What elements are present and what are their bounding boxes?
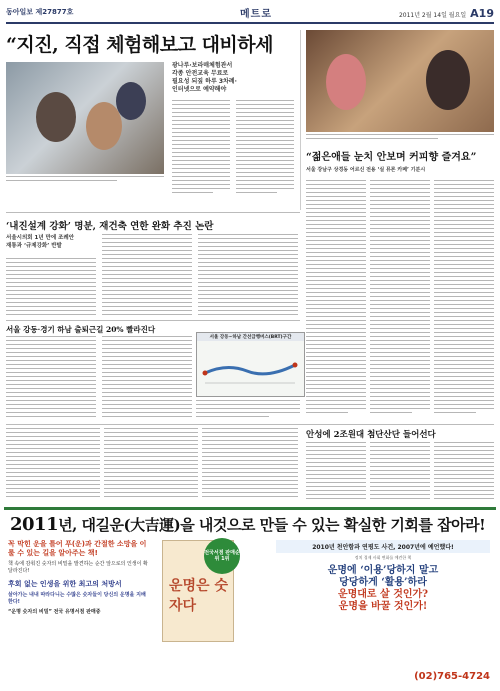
- article2b-body-1: [6, 336, 96, 422]
- main-headline: “지진, 직접 체험해보고 대비하세: [6, 34, 273, 56]
- briefs-column-1: [6, 428, 100, 502]
- article4-body-2: [370, 442, 430, 502]
- article3-body-2: [370, 180, 430, 418]
- article3-body-1: [306, 180, 366, 418]
- issue-date: 2011년 2월 14일 월요일 A19: [398, 7, 494, 20]
- section-title: 메트로: [240, 9, 272, 20]
- paper-name: 동아일보 제27877호: [6, 8, 74, 16]
- ad-left-headline: 꼭 막힌 운을 틀어 푸(운)과 간절한 소망을 이룰 수 있는 길을 알아주는 책!: [8, 540, 147, 557]
- article2-body-1: [6, 258, 96, 318]
- brt-route-map: [196, 332, 305, 397]
- article3-headline: “젊은애들 눈치 안보며 커피향 즐겨요”: [306, 152, 477, 163]
- article4-body-3: [434, 442, 494, 502]
- article2-headline: ‘내진설계 강화’ 명분, 재건축 연한 완화 추진 논란: [6, 221, 214, 232]
- article3-body-3: [434, 180, 494, 418]
- book-advertisement: [4, 507, 496, 690]
- masthead: [6, 4, 494, 24]
- photo-earthquake-experience: [6, 62, 164, 174]
- article4-body-1: [306, 442, 366, 502]
- briefs-column-3: [202, 428, 298, 502]
- article1-deck: 광나루·보라매체험관서 각종 안전교육 무료로 필요성 되짚 하루 3차례· 인터넷으로 예약해야: [172, 62, 237, 93]
- ad-phone-number: (02)765-4724: [414, 671, 490, 682]
- article3-deck: 서울 강남구 상경동 어르신 전용 ‘실 뮤론 카페’ 기분시: [306, 167, 426, 173]
- article2-subheadline: 서울 강동·경기 하남 출퇴근길 20% 빨라진다: [6, 325, 156, 334]
- ad-headline: 2011년, 대길운(大吉運)을 내것으로 만들 수 있는 확실한 기회를 잡아라!: [10, 514, 486, 535]
- article1-body-2: [236, 100, 294, 200]
- ad-right-note: 정치 경제 사회 변화를 예견한 책: [354, 555, 412, 560]
- map-title: 서울 강동~하남 간선급행버스(BRT)구간: [197, 333, 304, 341]
- article2-body-2: [102, 234, 192, 318]
- book-title: 운명은 숫자다: [169, 578, 228, 614]
- article2b-body-3: [196, 400, 300, 422]
- photo-cafe: [306, 30, 494, 132]
- ad-left-footer: “운명 숫자의 비밀” 전국 유명서점 판매중: [8, 609, 101, 615]
- page-number: A19: [470, 7, 494, 20]
- ad-left-panel: [8, 540, 148, 686]
- ad-right-tag: 2010년 천안함과 연평도 사건, 2007년에 예언했다!: [276, 540, 490, 553]
- ad-left-section: 후회 없는 인생을 위한 최고의 처방서: [8, 580, 122, 588]
- briefs-column-2: [104, 428, 198, 502]
- map-route-graphic: [197, 343, 304, 393]
- ad-right-slogan: 운명에 ‘이용’당하지 말고 당당하게 ‘활용’하라 운명대로 살 것인가? 운명을 바꿀 것인가!: [327, 565, 439, 612]
- article2b-body-2: [102, 336, 192, 422]
- article4-headline: 안성에 2조원대 첨단산단 들어선다: [306, 430, 436, 440]
- article2-deck: 서울시의회 1년 만에 조례안 재통과 ‘규제강화’ 반발: [6, 235, 75, 249]
- ad-left-quote: 살아가는 내내 따라다니는 수많은 숫자들이 당신의 운명을 지배한다!: [8, 592, 146, 605]
- article2-body-3: [198, 234, 298, 318]
- ad-left-sub: 책 속에 감춰진 숫자의 비밀을 발견하는 순간 앞으로의 인생이 확 달라진다!: [8, 561, 148, 574]
- article1-body: [172, 100, 230, 200]
- ad-right-panel: [276, 540, 490, 686]
- photo-caption: [6, 176, 164, 184]
- photo-cafe-caption: [306, 134, 494, 142]
- bestseller-badge: 전국서점 판매순위 1위: [204, 538, 240, 574]
